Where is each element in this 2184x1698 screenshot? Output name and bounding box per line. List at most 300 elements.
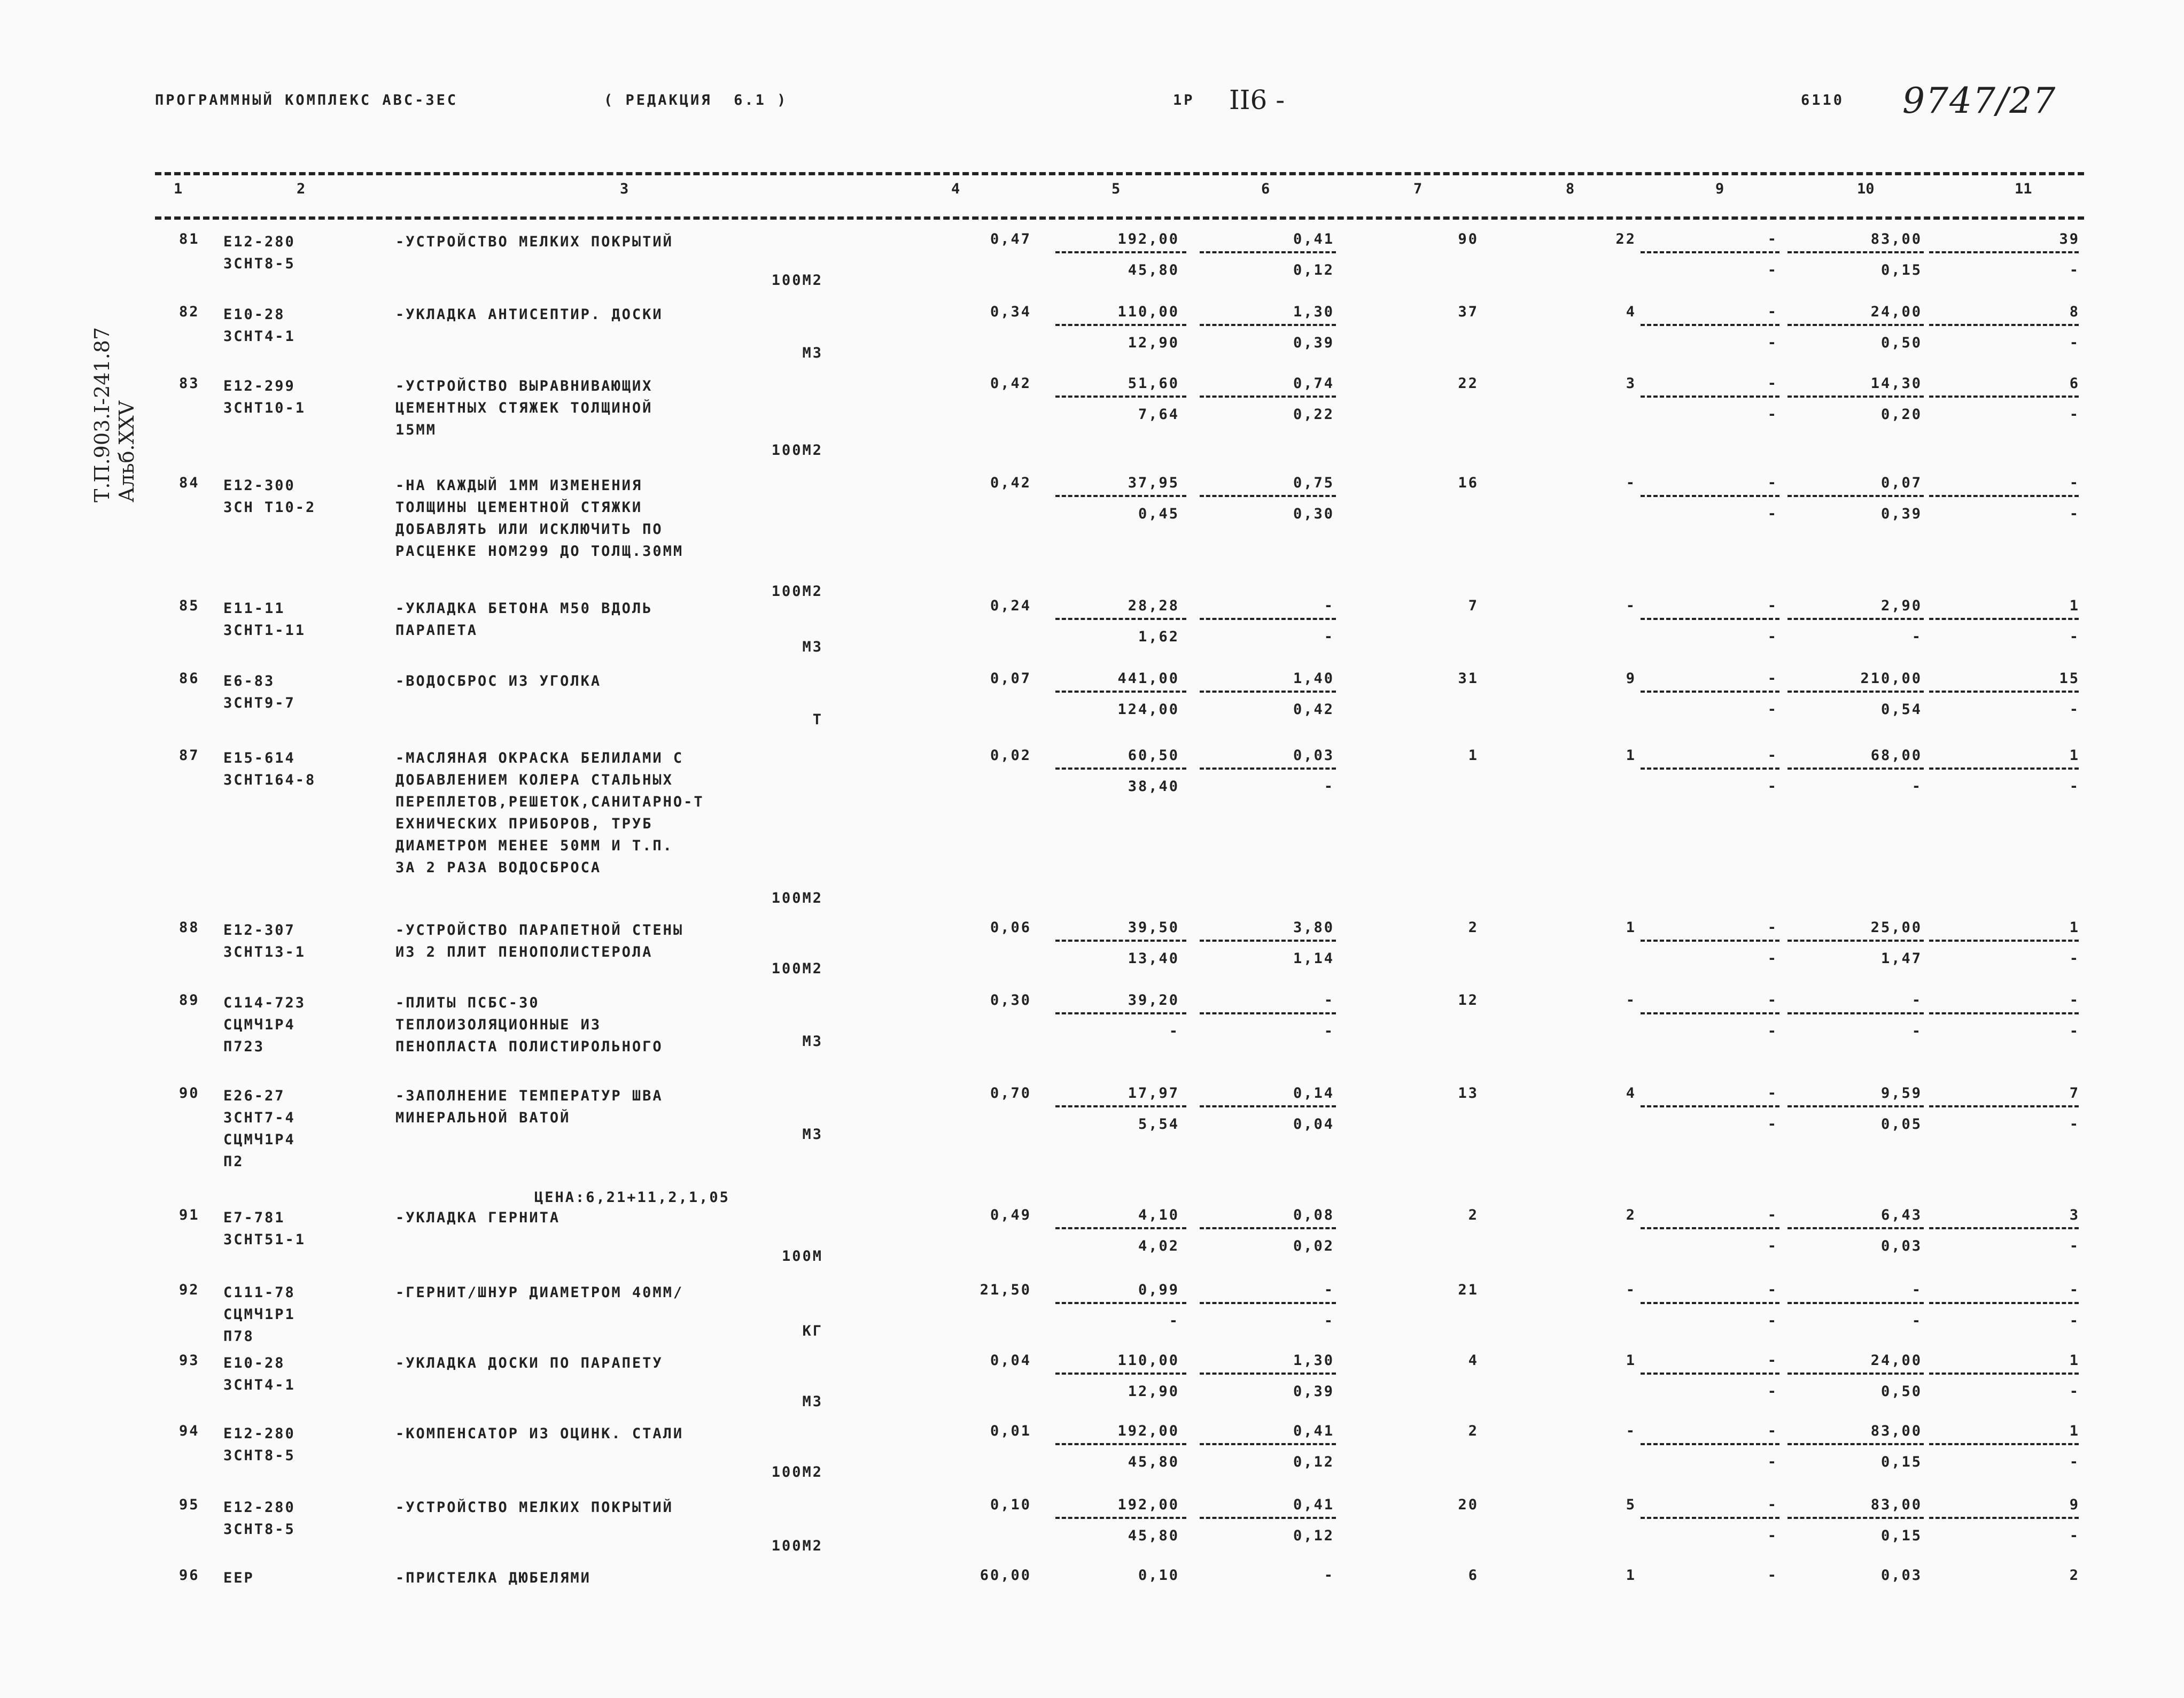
col-8-value: 9	[1626, 670, 1636, 687]
price-total: 192,00	[1117, 1423, 1179, 1439]
cell-divider	[1929, 1302, 2079, 1304]
handwritten-number: 9747/27	[1902, 80, 2057, 121]
col-10-value: 0,03	[1880, 1567, 1922, 1584]
code-left: 1Р	[1173, 92, 1195, 108]
norm-code: Е12-307 3СНТ13-1	[223, 922, 306, 960]
quantity: 0,10	[990, 1497, 1031, 1513]
program-title: ПРОГРАММНЫЙ КОМПЛЕКС АВС-3ЕС	[155, 92, 458, 108]
price-op: 0,74	[1293, 375, 1334, 392]
work-description: -УКЛАДКА БЕТОНА М50 ВДОЛЬ ПАРАПЕТА	[395, 600, 653, 639]
work-description: -КОМПЕНСАТОР ИЗ ОЦИНК. СТАЛИ	[395, 1425, 684, 1442]
quantity: 0,01	[990, 1423, 1031, 1439]
price-wages: 13,40	[1128, 950, 1179, 967]
quantity: 0,49	[990, 1207, 1031, 1223]
price-total: 0,99	[1138, 1282, 1179, 1298]
unit-label: 100М2	[771, 442, 823, 459]
cell-divider	[1641, 1302, 1779, 1304]
work-description: -ЗАПОЛНЕНИЕ ТЕМПЕРАТУР ШВА МИНЕРАЛЬНОЙ ВАТОЙ	[395, 1088, 663, 1126]
col-9-sub: -	[1767, 1313, 1778, 1329]
cell-divider	[1641, 940, 1779, 942]
cell-divider	[1200, 324, 1336, 326]
price-op: 0,08	[1293, 1207, 1334, 1223]
price-op: 0,14	[1293, 1085, 1334, 1102]
cell-divider	[1055, 251, 1186, 253]
work-description: -УКЛАДКА ДОСКИ ПО ПАРАПЕТУ	[395, 1355, 663, 1371]
price-machine-wages: -	[1324, 1313, 1334, 1329]
col-10-value: 210,00	[1860, 670, 1922, 687]
price-total: 39,50	[1128, 919, 1179, 936]
cell-divider	[1929, 1012, 2079, 1014]
cell-divider	[1787, 1012, 1924, 1014]
work-description: -ГЕРНИТ/ШНУР ДИАМЕТРОМ 40ММ/	[395, 1284, 684, 1301]
cell-divider	[1055, 396, 1186, 398]
page-number: II6 -	[1229, 84, 1285, 115]
cell-divider	[1641, 1012, 1779, 1014]
cell-divider	[1055, 1012, 1186, 1014]
cell-divider	[1200, 251, 1336, 253]
col-header-7: 7	[1413, 181, 1423, 197]
col-10-sub: -	[1911, 1313, 1922, 1329]
row-number: 91	[179, 1207, 200, 1223]
col-11-value: 1	[2069, 1352, 2080, 1369]
col-7-value: 16	[1458, 475, 1479, 491]
col-7-value: 20	[1458, 1497, 1479, 1513]
cell-divider	[1200, 1302, 1336, 1304]
col-7-value: 6	[1468, 1567, 1479, 1584]
price-machine-wages: -	[1324, 778, 1334, 795]
col-10-value: 83,00	[1870, 231, 1922, 247]
col-9-sub: -	[1767, 778, 1778, 795]
cell-divider	[1929, 324, 2079, 326]
cell-divider	[1055, 1443, 1186, 1445]
cell-divider	[1641, 691, 1779, 693]
cell-divider	[1787, 1227, 1924, 1229]
col-10-value: 14,30	[1870, 375, 1922, 392]
col-9-sub: -	[1767, 406, 1778, 423]
cell-divider	[1929, 495, 2079, 497]
quantity: 0,24	[990, 598, 1031, 614]
row-number: 87	[179, 747, 200, 764]
quantity: 0,47	[990, 231, 1031, 247]
cell-divider	[1641, 767, 1779, 770]
row-number: 95	[179, 1497, 200, 1513]
col-10-value: 25,00	[1870, 919, 1922, 936]
cell-divider	[1200, 1227, 1336, 1229]
cell-divider	[1787, 767, 1924, 770]
col-11-value: 1	[2069, 919, 2080, 936]
price-total: 192,00	[1117, 1497, 1179, 1513]
col-8-value: 1	[1626, 747, 1636, 764]
price-total: 192,00	[1117, 231, 1179, 247]
cell-divider	[1641, 1373, 1779, 1375]
quantity: 0,30	[990, 992, 1031, 1009]
cell-divider	[1929, 251, 2079, 253]
col-7-value: 4	[1468, 1352, 1479, 1369]
col-header-9: 9	[1715, 181, 1724, 197]
col-7-value: 13	[1458, 1085, 1479, 1102]
unit-label: 100М2	[771, 960, 823, 977]
col-9-value: -	[1767, 598, 1778, 614]
col-10-sub: 0,15	[1880, 262, 1922, 278]
col-8-value: -	[1626, 992, 1636, 1009]
col-11-value: 15	[2059, 670, 2080, 687]
price-op: 1,30	[1293, 304, 1334, 320]
cell-divider	[1787, 495, 1924, 497]
cell-divider	[1200, 396, 1336, 398]
col-11-sub: -	[2069, 1023, 2080, 1040]
header-rule	[155, 216, 2084, 220]
work-description: -МАСЛЯНАЯ ОКРАСКА БЕЛИЛАМИ С ДОБАВЛЕНИЕМ КОЛЕРА СТАЛЬНЫХ ПЕРЕПЛЕТОВ,РЕШЕТОК,САНИТАРНО-Т ЕХНИЧЕСКИХ ПРИБОРОВ, ТРУБ ДИАМЕТРОМ МЕНЕЕ 50ММ И Т.П. ЗА 2 РАЗА ВОДОСБРОСА	[395, 750, 704, 876]
price-op: -	[1324, 598, 1334, 614]
cell-divider	[1641, 618, 1779, 620]
col-10-sub: 0,15	[1880, 1528, 1922, 1544]
work-description: -УКЛАДКА АНТИСЕПТИР. ДОСКИ	[395, 306, 663, 323]
quantity: 0,34	[990, 304, 1031, 320]
col-11-value: 9	[2069, 1497, 2080, 1513]
col-9-value: -	[1767, 919, 1778, 936]
price-total: 39,20	[1128, 992, 1179, 1009]
cell-divider	[1641, 495, 1779, 497]
code-right: 6110	[1801, 92, 1845, 108]
col-9-value: -	[1767, 375, 1778, 392]
cell-divider	[1641, 324, 1779, 326]
cell-divider	[1641, 396, 1779, 398]
quantity: 21,50	[980, 1282, 1031, 1298]
col-10-sub: 0,15	[1880, 1454, 1922, 1470]
col-7-value: 7	[1468, 598, 1479, 614]
row-number: 83	[179, 375, 200, 392]
col-header-3: 3	[620, 181, 629, 197]
col-8-value: 3	[1626, 375, 1636, 392]
cell-divider	[1200, 767, 1336, 770]
price-op: 1,40	[1293, 670, 1334, 687]
cell-divider	[1929, 618, 2079, 620]
cell-divider	[1787, 1105, 1924, 1107]
work-description: -УКЛАДКА ГЕРНИТА	[395, 1209, 561, 1226]
cell-divider	[1787, 1517, 1924, 1519]
cell-divider	[1200, 1517, 1336, 1519]
col-8-value: 4	[1626, 1085, 1636, 1102]
col-8-value: 1	[1626, 1567, 1636, 1584]
col-11-value: 8	[2069, 304, 2080, 320]
unit-label: КГ	[802, 1323, 823, 1339]
col-11-sub: -	[2069, 778, 2080, 795]
unit-label: М3	[802, 639, 823, 655]
col-10-sub: -	[1911, 1023, 1922, 1040]
price-total: 4,10	[1138, 1207, 1179, 1223]
col-10-sub: 0,03	[1880, 1238, 1922, 1254]
price-total: 60,50	[1128, 747, 1179, 764]
col-11-value: -	[2069, 1282, 2080, 1298]
col-9-value: -	[1767, 1282, 1778, 1298]
col-10-value: 24,00	[1870, 304, 1922, 320]
col-10-value: 83,00	[1870, 1423, 1922, 1439]
col-7-value: 90	[1458, 231, 1479, 247]
cell-divider	[1929, 1517, 2079, 1519]
col-9-sub: -	[1767, 629, 1778, 645]
col-9-sub: -	[1767, 1023, 1778, 1040]
col-10-value: 9,59	[1880, 1085, 1922, 1102]
cell-divider	[1929, 691, 2079, 693]
col-9-value: -	[1767, 1352, 1778, 1369]
col-11-value: 1	[2069, 598, 2080, 614]
row-number: 88	[179, 919, 200, 936]
price-wages: 124,00	[1117, 701, 1179, 718]
col-10-sub: 1,47	[1880, 950, 1922, 967]
col-header-2: 2	[297, 181, 306, 197]
cell-divider	[1055, 1373, 1186, 1375]
unit-label: 100М2	[771, 583, 823, 600]
col-11-value: 7	[2069, 1085, 2080, 1102]
col-10-value: 83,00	[1870, 1497, 1922, 1513]
col-9-value: -	[1767, 1567, 1778, 1584]
price-wages: 12,90	[1128, 335, 1179, 351]
unit-label: 100М2	[771, 1538, 823, 1554]
col-9-value: -	[1767, 231, 1778, 247]
col-9-value: -	[1767, 992, 1778, 1009]
col-header-11: 11	[2015, 181, 2032, 197]
col-11-value: 1	[2069, 747, 2080, 764]
price-machine-wages: 0,12	[1293, 1454, 1334, 1470]
price-wages: 0,45	[1138, 506, 1179, 522]
norm-code: Е12-300 3СН Т10-2	[223, 477, 316, 516]
cell-divider	[1055, 767, 1186, 770]
col-10-value: 68,00	[1870, 747, 1922, 764]
price-machine-wages: 1,14	[1293, 950, 1334, 967]
cell-divider	[1055, 324, 1186, 326]
unit-label: 100М2	[771, 1464, 823, 1480]
col-11-value: -	[2069, 475, 2080, 491]
cell-divider	[1787, 940, 1924, 942]
col-10-value: 0,07	[1880, 475, 1922, 491]
col-9-value: -	[1767, 1497, 1778, 1513]
cell-divider	[1787, 1373, 1924, 1375]
price-wages: 38,40	[1128, 778, 1179, 795]
price-wages: 45,80	[1128, 1528, 1179, 1544]
side-note-line-1: Т.П.903.I-241.87	[90, 327, 114, 502]
work-description: -УСТРОЙСТВО МЕЛКИХ ПОКРЫТИЙ	[395, 1499, 673, 1516]
work-description: -ПЛИТЫ ПСБС-30 ТЕПЛОИЗОЛЯЦИОННЫЕ ИЗ ПЕНОПЛАСТА ПОЛИСТИРОЛЬНОГО	[395, 995, 663, 1055]
norm-code: Е12-280 3СНТ8-5	[223, 1425, 296, 1464]
col-10-sub: 0,05	[1880, 1116, 1922, 1133]
price-op: -	[1324, 1567, 1334, 1584]
cell-divider	[1641, 1517, 1779, 1519]
norm-code: Е11-11 3СНТ1-11	[223, 600, 306, 639]
cell-divider	[1200, 1012, 1336, 1014]
price-wages: 1,62	[1138, 629, 1179, 645]
unit-label: Т	[812, 711, 823, 728]
unit-label: М3	[802, 1033, 823, 1050]
row-number: 84	[179, 475, 200, 491]
cell-divider	[1929, 1227, 2079, 1229]
price-wages: 12,90	[1128, 1383, 1179, 1400]
col-10-value: 6,43	[1880, 1207, 1922, 1223]
price-wages: 7,64	[1138, 406, 1179, 423]
price-total: 110,00	[1117, 1352, 1179, 1369]
price-machine-wages: 0,30	[1293, 506, 1334, 522]
col-10-sub: 0,50	[1880, 335, 1922, 351]
col-9-value: -	[1767, 1207, 1778, 1223]
col-7-value: 22	[1458, 375, 1479, 392]
work-description: -ПРИСТЕЛКА ДЮБЕЛЯМИ	[395, 1570, 591, 1586]
price-machine-wages: -	[1324, 629, 1334, 645]
col-11-sub: -	[2069, 1238, 2080, 1254]
col-11-sub: -	[2069, 629, 2080, 645]
price-total: 37,95	[1128, 475, 1179, 491]
quantity: 0,42	[990, 475, 1031, 491]
norm-code: Е15-614 3СНТ164-8	[223, 750, 316, 788]
col-7-value: 12	[1458, 992, 1479, 1009]
norm-code: ЕЕР	[223, 1570, 254, 1586]
col-9-value: -	[1767, 304, 1778, 320]
col-11-sub: -	[2069, 1528, 2080, 1544]
norm-code: Е12-299 3СНТ10-1	[223, 378, 306, 416]
price-op: 3,80	[1293, 919, 1334, 936]
price-total: 0,10	[1138, 1567, 1179, 1584]
unit-label: 100М2	[771, 890, 823, 906]
col-8-value: -	[1626, 598, 1636, 614]
cell-divider	[1200, 940, 1336, 942]
norm-code: С114-723 СЦМЧ1Р4 П723	[223, 995, 306, 1055]
price-machine-wages: 0,12	[1293, 1528, 1334, 1544]
cell-divider	[1929, 1373, 2079, 1375]
price-op: 0,41	[1293, 1497, 1334, 1513]
price-total: 441,00	[1117, 670, 1179, 687]
edition-label: ( РЕДАКЦИЯ 6.1 )	[604, 92, 788, 108]
cell-divider	[1929, 396, 2079, 398]
unit-label: М3	[802, 1126, 823, 1143]
price-op: 0,41	[1293, 231, 1334, 247]
norm-code: Е10-28 3СНТ4-1	[223, 1355, 296, 1393]
col-11-sub: -	[2069, 1116, 2080, 1133]
col-header-1: 1	[174, 181, 183, 197]
col-10-sub: 0,54	[1880, 701, 1922, 718]
col-9-value: -	[1767, 670, 1778, 687]
cell-divider	[1200, 618, 1336, 620]
cell-divider	[1641, 1105, 1779, 1107]
col-8-value: -	[1626, 475, 1636, 491]
col-header-8: 8	[1566, 181, 1575, 197]
cell-divider	[1929, 1443, 2079, 1445]
col-11-value: 3	[2069, 1207, 2080, 1223]
work-description: -ВОДОСБРОС ИЗ УГОЛКА	[395, 673, 602, 689]
quantity: 0,70	[990, 1085, 1031, 1102]
cell-divider	[1055, 495, 1186, 497]
price-total: 51,60	[1128, 375, 1179, 392]
col-9-sub: -	[1767, 335, 1778, 351]
quantity: 0,07	[990, 670, 1031, 687]
price-total: 110,00	[1117, 304, 1179, 320]
price-machine-wages: 0,39	[1293, 335, 1334, 351]
col-10-sub: 0,39	[1880, 506, 1922, 522]
col-9-sub: -	[1767, 1116, 1778, 1133]
col-9-value: -	[1767, 747, 1778, 764]
col-7-value: 2	[1468, 919, 1479, 936]
cell-divider	[1787, 1443, 1924, 1445]
norm-code: Е10-28 3СНТ4-1	[223, 306, 296, 345]
cell-divider	[1787, 251, 1924, 253]
price-machine-wages: 0,12	[1293, 262, 1334, 278]
col-9-sub: -	[1767, 1238, 1778, 1254]
cell-divider	[1055, 618, 1186, 620]
row-number: 92	[179, 1282, 200, 1298]
cell-divider	[1641, 251, 1779, 253]
col-11-sub: -	[2069, 1313, 2080, 1329]
work-description: -УСТРОЙСТВО МЕЛКИХ ПОКРЫТИЙ	[395, 234, 673, 250]
norm-code: Е12-280 3СНТ8-5	[223, 1499, 296, 1538]
cell-divider	[1055, 1517, 1186, 1519]
quantity: 0,42	[990, 375, 1031, 392]
col-11-value: 1	[2069, 1423, 2080, 1439]
col-7-value: 37	[1458, 304, 1479, 320]
cell-divider	[1787, 324, 1924, 326]
col-11-value: 6	[2069, 375, 2080, 392]
col-8-value: 1	[1626, 1352, 1636, 1369]
price-note: ЦЕНА:6,21+11,2,1,05	[534, 1189, 730, 1206]
row-number: 86	[179, 670, 200, 687]
work-description: -УСТРОЙСТВО ПАРАПЕТНОЙ СТЕНЫ ИЗ 2 ПЛИТ ПЕНОПОЛИСТЕРОЛА	[395, 922, 684, 960]
work-description: -УСТРОЙСТВО ВЫРАВНИВАЮЩИХ ЦЕМЕНТНЫХ СТЯЖЕК ТОЛЩИНОЙ 15ММ	[395, 378, 653, 438]
price-wages: 45,80	[1128, 262, 1179, 278]
col-9-sub: -	[1767, 1528, 1778, 1544]
col-11-sub: -	[2069, 335, 2080, 351]
cell-divider	[1787, 396, 1924, 398]
top-rule	[155, 172, 2084, 175]
row-number: 89	[179, 992, 200, 1009]
price-op: -	[1324, 992, 1334, 1009]
price-op: 0,41	[1293, 1423, 1334, 1439]
row-number: 82	[179, 304, 200, 320]
price-machine-wages: 0,22	[1293, 406, 1334, 423]
unit-label: М3	[802, 345, 823, 361]
norm-code: Е26-27 3СНТ7-4 СЦМЧ1Р4 П2	[223, 1088, 296, 1170]
col-11-sub: -	[2069, 262, 2080, 278]
row-number: 81	[179, 231, 200, 247]
unit-label: М3	[802, 1393, 823, 1410]
row-number: 96	[179, 1567, 200, 1584]
cell-divider	[1200, 691, 1336, 693]
work-description: -НА КАЖДЫЙ 1ММ ИЗМЕНЕНИЯ ТОЛЩИНЫ ЦЕМЕНТНОЙ СТЯЖКИ ДОБАВЛЯТЬ ИЛИ ИСКЛЮЧИТЬ ПО РАСЦЕНКЕ НОМ299 ДО ТОЛЩ.30ММ	[395, 477, 684, 560]
col-8-value: -	[1626, 1282, 1636, 1298]
col-8-value: 2	[1626, 1207, 1636, 1223]
col-9-value: -	[1767, 1423, 1778, 1439]
col-9-value: -	[1767, 1085, 1778, 1102]
col-10-sub: 0,20	[1880, 406, 1922, 423]
cell-divider	[1055, 691, 1186, 693]
col-11-value: 2	[2069, 1567, 2080, 1584]
price-wages: 5,54	[1138, 1116, 1179, 1133]
cell-divider	[1929, 1105, 2079, 1107]
row-number: 90	[179, 1085, 200, 1102]
row-number: 94	[179, 1423, 200, 1439]
col-7-value: 2	[1468, 1423, 1479, 1439]
col-7-value: 31	[1458, 670, 1479, 687]
col-9-sub: -	[1767, 701, 1778, 718]
col-10-value: -	[1911, 1282, 1922, 1298]
col-9-sub: -	[1767, 1454, 1778, 1470]
price-wages: -	[1169, 1023, 1179, 1040]
row-number: 93	[179, 1352, 200, 1369]
cell-divider	[1055, 1302, 1186, 1304]
quantity: 0,04	[990, 1352, 1031, 1369]
col-11-sub: -	[2069, 950, 2080, 967]
col-9-sub: -	[1767, 506, 1778, 522]
cell-divider	[1055, 1227, 1186, 1229]
price-op: 0,75	[1293, 475, 1334, 491]
cell-divider	[1787, 1302, 1924, 1304]
col-header-5: 5	[1112, 181, 1121, 197]
col-11-sub: -	[2069, 1454, 2080, 1470]
